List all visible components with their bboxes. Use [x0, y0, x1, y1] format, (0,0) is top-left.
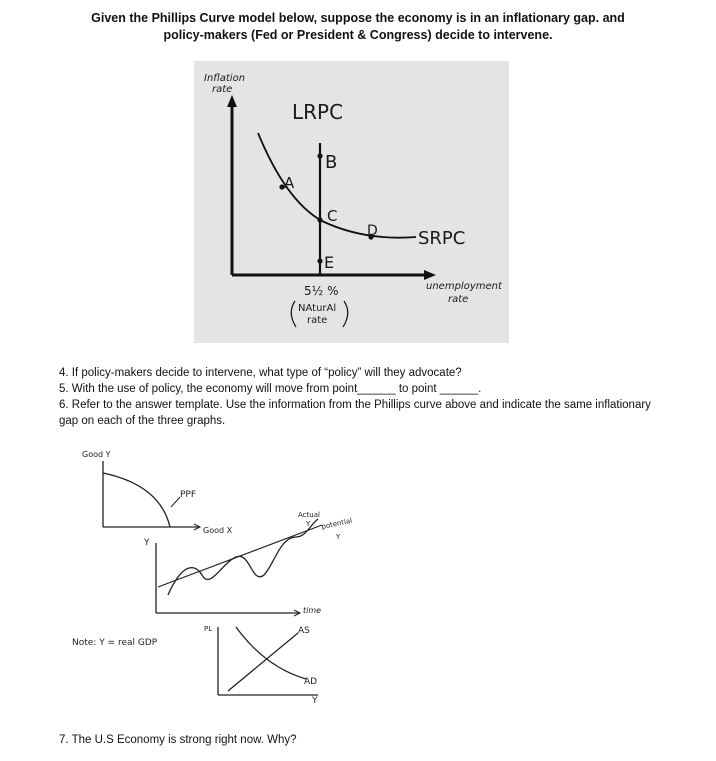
ppf-y-label: Good Y	[82, 450, 111, 459]
phillips-curve-photo	[194, 61, 509, 343]
phillips-curve-diagram	[194, 61, 509, 343]
natural-rate-bracket-right	[343, 301, 348, 327]
point-b-label: B	[325, 152, 338, 173]
title-line-2: policy-makers (Fed or President & Congress) decide to intervene.	[163, 28, 553, 42]
point-d-label: D	[367, 223, 378, 239]
title-line-1: Given the Phillips Curve model below, suppose the economy is in an inflationary gap. and	[91, 11, 625, 25]
ppf-curve-label: PPF	[180, 490, 197, 500]
actual-sub-label: Y	[306, 520, 311, 528]
natural-rate-bracket-left	[291, 301, 296, 327]
lrpc-label: LRPC	[292, 100, 344, 124]
real-gdp-note: Note: Y = real GDP	[72, 638, 158, 648]
point-a-label: A	[284, 174, 295, 192]
ppf-label-pointer	[171, 497, 180, 507]
actual-label: Actual	[298, 511, 320, 519]
natural-rate-label-rate: rate	[307, 315, 328, 326]
question-6: 6. Refer to the answer template. Use the information from the Phillips curve above and indicate the same inflationary gap on each of the three graphs.	[59, 399, 651, 427]
inflation-axis-label-rate: rate	[212, 84, 233, 95]
unemployment-axis-label: unemployment	[426, 281, 502, 292]
as-curve	[228, 633, 298, 691]
point-e-label: E	[324, 253, 335, 272]
question-5-text-2: to point	[395, 383, 437, 395]
ppf-x-label: Good X	[203, 526, 233, 535]
ppf-curve	[103, 473, 170, 527]
point-c-label: C	[327, 207, 338, 225]
answer-template-sketches	[60, 445, 400, 715]
answer-template	[60, 445, 400, 720]
natural-rate-label: NAturAl	[298, 303, 337, 314]
point-c-dot	[317, 217, 322, 222]
questions-block	[59, 365, 669, 429]
adas-x-label: Y	[312, 696, 318, 706]
question-5-blank-1: ______	[357, 383, 396, 395]
page-title	[40, 10, 676, 44]
point-b-dot	[317, 153, 322, 158]
question-7: 7. The U.S Economy is strong right now. Why?	[59, 734, 297, 746]
as-label: AS	[298, 626, 310, 636]
inflation-axis-arrow	[227, 95, 237, 107]
question-5-text-1: 5. With the use of policy, the economy will move from point	[59, 383, 358, 395]
question-5-blank-2: ______.	[439, 383, 482, 395]
question-5	[59, 381, 669, 397]
srpc-label: SRPC	[418, 228, 466, 249]
potential-label: potential	[320, 516, 353, 531]
cycle-y-label: Y	[144, 538, 150, 548]
adas-y-label: PL	[204, 625, 213, 633]
question-4: 4. If policy-makers decide to intervene, what type of “policy” will they advocate?	[59, 367, 462, 379]
cycle-x-label: time	[303, 606, 322, 615]
unemployment-axis-label-rate: rate	[448, 294, 469, 305]
ad-label: AD	[304, 677, 318, 687]
unemployment-axis-arrow	[424, 270, 436, 280]
actual-gdp-curve	[168, 519, 318, 595]
inflation-axis-label: Inflation	[204, 73, 246, 84]
potential-sub-label: Y	[336, 533, 341, 541]
natural-rate-value: 5½ %	[304, 284, 339, 298]
point-e-dot	[317, 258, 322, 263]
